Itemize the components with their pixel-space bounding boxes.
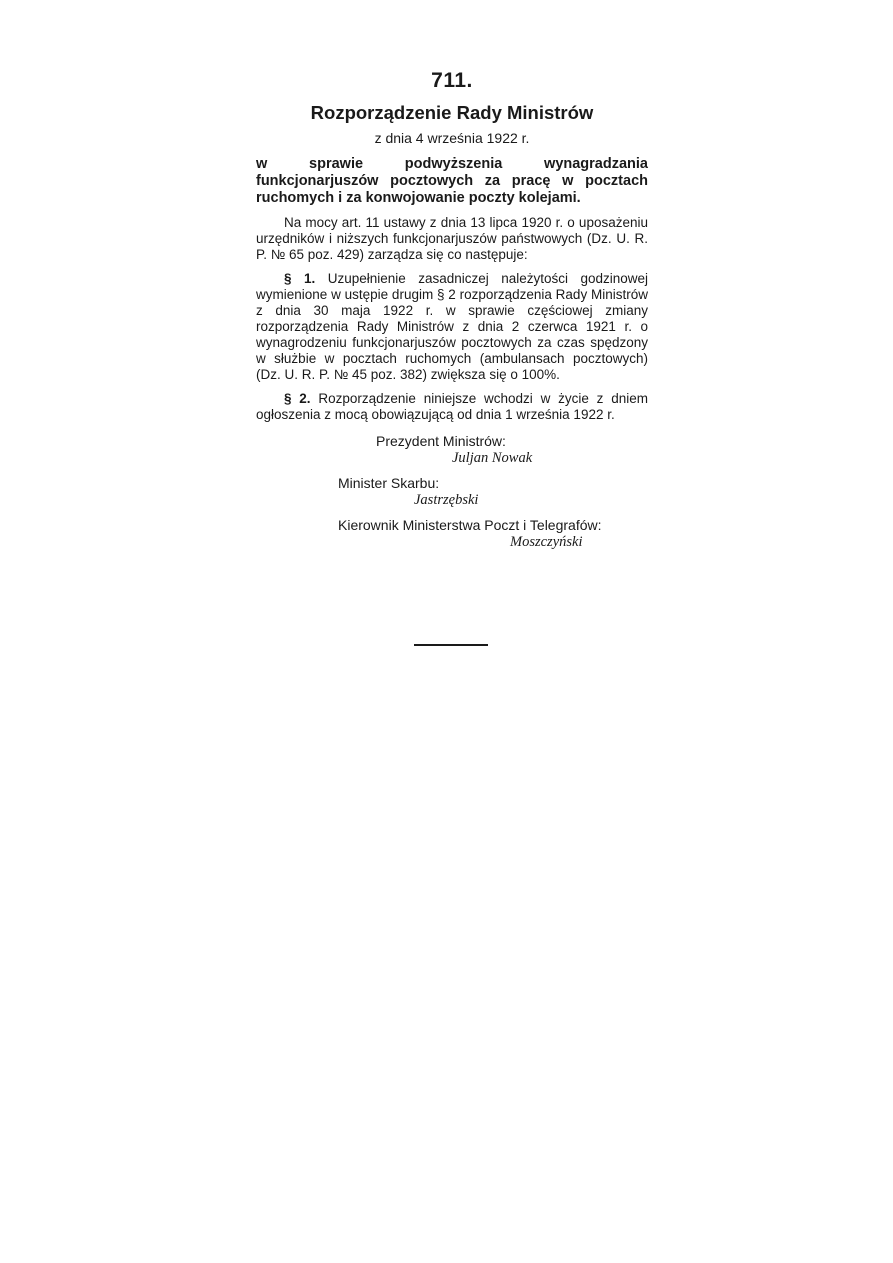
section-1-text: Uzupełnienie zasadniczej należytości godzinowej wymienione w ustępie drugim § 2 rozporządzenia Rady Ministrów z dnia 30 maja 1922 r. w sprawie częściowej zmiany rozporządzenia Rady Ministrów z dnia 2 czerwca 1921 r. o wynagrodzeniu funkcjonarjuszów pocztowych za czas spędzony w służbie w pocztach ruchomych (ambulansach pocztowych) (Dz. U. R. P. № 45 poz. 382) zwiększa się o 100%. — [256, 271, 648, 382]
section-2-text: Rozporządzenie niniejsze wchodzi w życie z dniem ogłoszenia z mocą obowiązującą od dnia 1 września 1922 r. — [256, 391, 648, 422]
section-1-mark: § 1. — [284, 271, 316, 286]
signature-treasury-minister — [338, 475, 648, 509]
signature-role: Minister Skarbu: — [338, 475, 440, 491]
signature-role: Prezydent Ministrów: — [376, 433, 506, 449]
act-date: z dnia 4 września 1922 r. — [374, 130, 530, 146]
preamble: Na mocy art. 11 ustawy z dnia 13 lipca 1920 r. o uposażeniu urzędników i niższych funkcjonarjuszów państwowych (Dz. U. R. P. № 65 poz. 429) zarządza się co następuje: — [256, 215, 648, 262]
signature-prime-minister — [376, 433, 648, 467]
closing-rule — [414, 644, 488, 646]
signature-role: Kierownik Ministerstwa Poczt i Telegrafów: — [338, 517, 602, 533]
signature-name: Juljan Nowak — [452, 450, 533, 466]
section-1 — [256, 271, 648, 383]
signature-name: Moszczyński — [510, 534, 583, 550]
signature-name: Jastrzębski — [414, 492, 479, 508]
act-title: Rozporządzenie Rady Ministrów — [310, 102, 594, 123]
section-2 — [256, 391, 648, 423]
act-subject: w sprawie podwyższenia wynagradzania funkcjonarjuszów pocztowych za pracę w pocztach ruchomych i za konwojowanie poczty kolejami. — [256, 156, 648, 206]
section-2-mark: § 2. — [284, 391, 311, 406]
document-page — [256, 68, 648, 551]
signature-post-ministry-head — [338, 517, 648, 551]
act-number: 711. — [431, 69, 473, 92]
